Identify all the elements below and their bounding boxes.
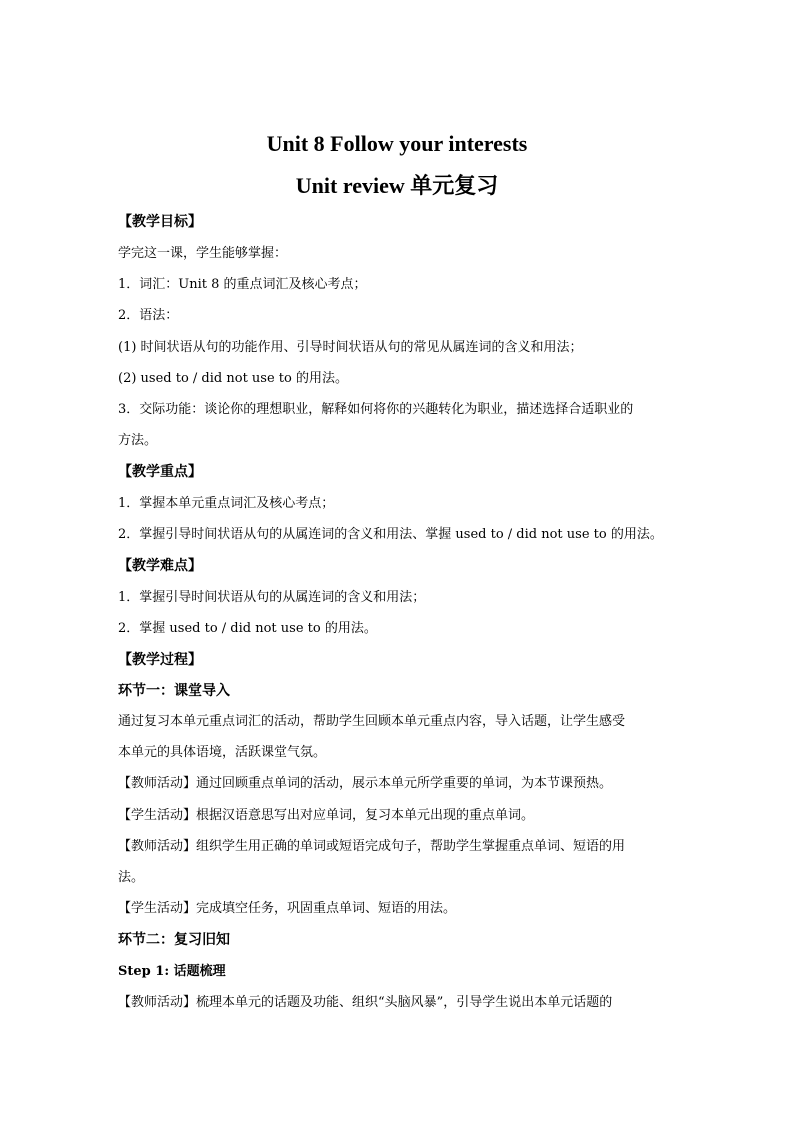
paragraph-line: 1．掌握本单元重点词汇及核心考点； <box>118 496 335 511</box>
paragraph-line: 1．词汇：Unit 8 的重点词汇及核心考点； <box>118 277 367 292</box>
paragraph-line: (1) 时间状语从句的功能作用、引导时间状语从句的常见从属连词的含义和用法； <box>118 340 583 355</box>
paragraph-line: 3．交际功能：谈论你的理想职业，解释如何将你的兴趣转化为职业，描述选择合适职业的 <box>118 402 634 417</box>
paragraph-line: 本单元的具体语境，活跃课堂气氛。 <box>118 745 327 760</box>
paragraph-line: (2) used to / did not use to 的用法。 <box>118 371 348 386</box>
step-heading: Step 1: 话题梳理 <box>118 964 226 979</box>
paragraph-line: 通过复习本单元重点词汇的活动，帮助学生回顾本单元重点内容，导入话题，让学生感受 <box>118 714 626 729</box>
paragraph-line: 【学生活动】完成填空任务，巩固重点单词、短语的用法。 <box>118 901 457 916</box>
paragraph-line: 2．掌握引导时间状语从句的从属连词的含义和用法、掌握 used to / did not use to 的用法。 <box>118 527 663 542</box>
paragraph-line: 法。 <box>118 870 145 885</box>
paragraph-line: 方法。 <box>118 433 158 448</box>
section-heading-teaching-objectives: 【教学目标】 <box>118 214 202 230</box>
subsection-heading-step-one: 环节一：课堂导入 <box>118 683 230 699</box>
paragraph-line: 学完这一课，学生能够掌握： <box>118 246 288 261</box>
document-subtitle: Unit review 单元复习 <box>295 173 499 198</box>
subsection-heading-step-two: 环节二：复习旧知 <box>118 932 230 948</box>
paragraph-line: 2．掌握 used to / did not use to 的用法。 <box>118 621 377 636</box>
paragraph-line: 【教师活动】梳理本单元的话题及功能、组织“头脑风暴”，引导学生说出本单元话题的 <box>118 995 613 1010</box>
paragraph-line: 【教师活动】组织学生用正确的单词或短语完成句子，帮助学生掌握重点单词、短语的用 <box>118 839 626 854</box>
paragraph-line: 2．语法： <box>118 308 179 323</box>
paragraph-line: 1．掌握引导时间状语从句的从属连词的含义和用法； <box>118 590 426 605</box>
section-heading-key-points: 【教学重点】 <box>118 464 202 480</box>
paragraph-line: 【学生活动】根据汉语意思写出对应单词，复习本单元出现的重点单词。 <box>118 808 535 823</box>
paragraph-line: 【教师活动】通过回顾重点单词的活动，展示本单元所学重要的单词，为本节课预热。 <box>118 776 613 791</box>
document-title: Unit 8 Follow your interests <box>266 131 528 156</box>
section-heading-teaching-process: 【教学过程】 <box>118 652 202 668</box>
section-heading-difficulties: 【教学难点】 <box>118 558 202 574</box>
